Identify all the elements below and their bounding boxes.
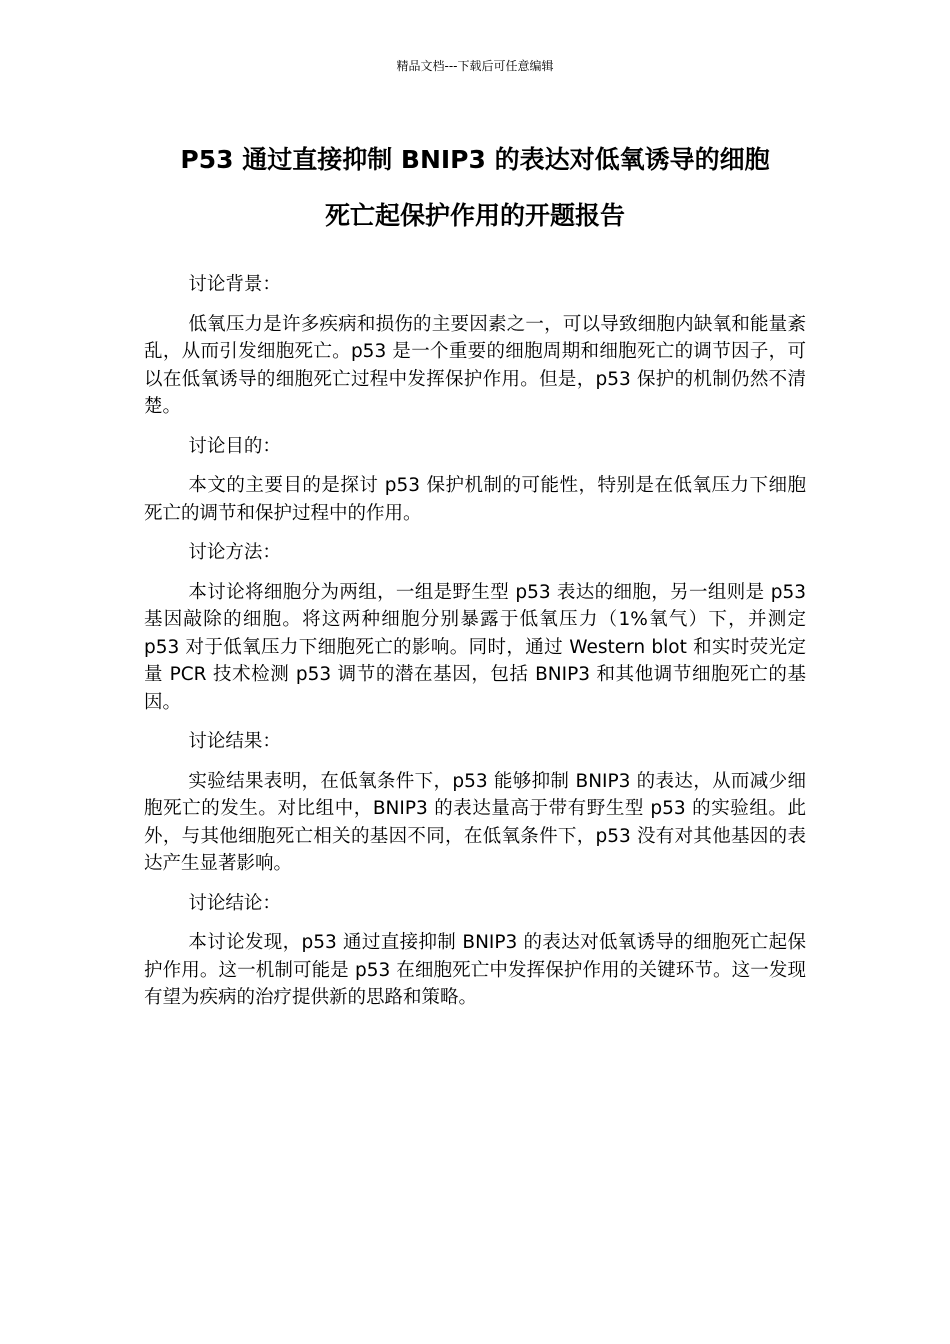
section-methods: [144, 539, 806, 716]
section-heading: 讨论背景：: [188, 274, 281, 295]
section-background: [144, 271, 806, 421]
section-results: [144, 728, 806, 878]
section-heading: 讨论目的：: [188, 435, 281, 457]
title-line-2: 死亡起保护作用的开题报告: [324, 201, 625, 230]
section-paragraph: 本讨论将细胞分为两组，一组是野生型 p53 表达的细胞，另一组则是 p53 基因敲除的细胞。将这两种细胞分别暴露于低氧压力（1%氧气）下，并测定 p53 对于低氧压力下细胞死亡的影响。同时，通过 Western blot 和实时荧光定量 PCR 技术检测 p53 调节的潜在基因，包括 BNIP3 和其他调节细胞死亡的基因。: [144, 581, 806, 713]
section-paragraph: 本讨论发现，p53 通过直接抑制 BNIP3 的表达对低氧诱导的细胞死亡起保护作用。这一机制可能是 p53 在细胞死亡中发挥保护作用的关键环节。这一发现有望为疾病的治疗提供新的思路和策略。: [144, 932, 806, 1008]
page-header: 精品文档---下载后可任意编辑: [396, 59, 554, 73]
section-conclusion: [144, 890, 806, 1012]
section-heading: 讨论结论：: [188, 892, 281, 914]
section-paragraph: 低氧压力是许多疾病和损伤的主要因素之一，可以导致细胞内缺氧和能量紊乱，从而引发细胞死亡。p53 是一个重要的细胞周期和细胞死亡的调节因子，可以在低氧诱导的细胞死亡过程中发挥保护作用。但是，p53 保护的机制仍然不清楚。: [144, 313, 806, 417]
title-line-1: P53 通过直接抑制 BNIP3 的表达对低氧诱导的细胞: [180, 145, 770, 174]
section-paragraph: 本文的主要目的是探讨 p53 保护机制的可能性，特别是在低氧压力下细胞死亡的调节和保护过程中的作用。: [144, 475, 806, 524]
section-heading: 讨论方法：: [188, 542, 281, 563]
section-purpose: [144, 433, 806, 528]
document-title: [130, 132, 820, 244]
section-paragraph: 实验结果表明，在低氧条件下，p53 能够抑制 BNIP3 的表达，从而减少细胞死亡的发生。对比组中，BNIP3 的表达量高于带有野生型 p53 的实验组。此外，与其他细胞死亡相关的基因不同，在低氧条件下，p53 没有对其他基因的表达产生显著影响。: [144, 770, 806, 874]
section-heading: 讨论结果：: [188, 731, 281, 752]
document-body: [144, 271, 806, 1024]
